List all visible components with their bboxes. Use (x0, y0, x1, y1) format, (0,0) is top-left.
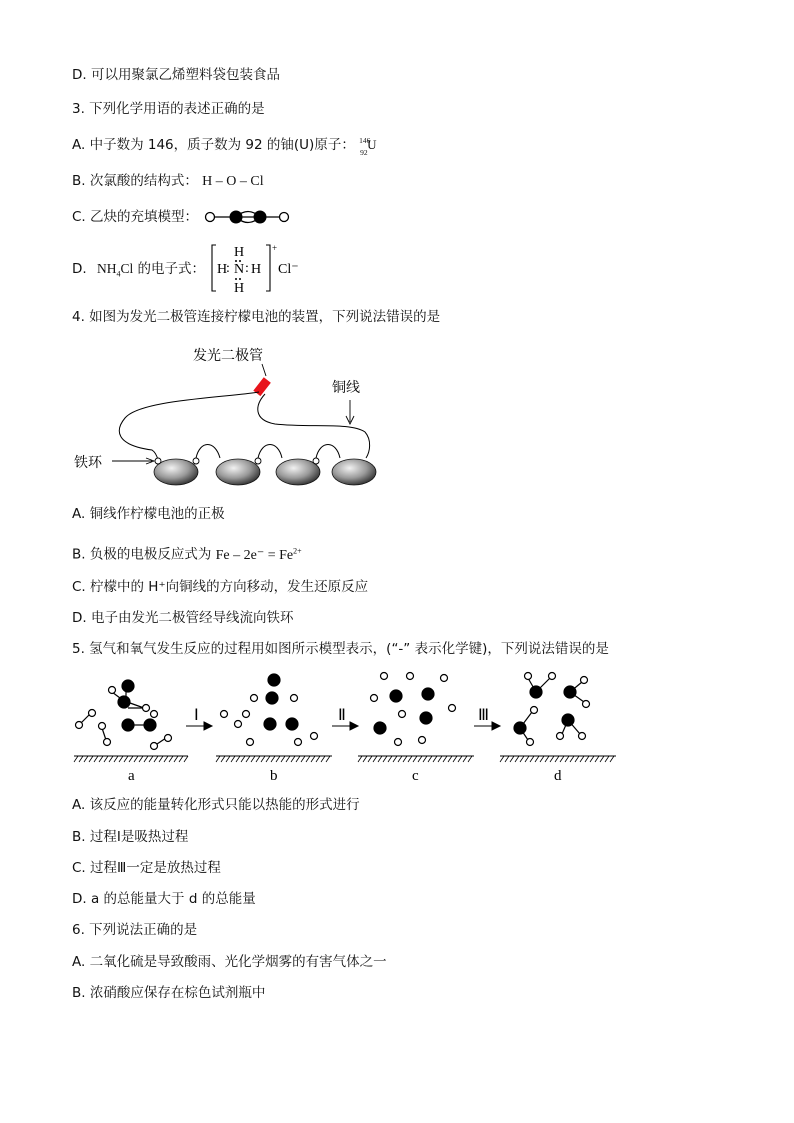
hydrogen-atom (395, 739, 402, 746)
hatch-line (159, 756, 163, 762)
q4-option-d: D. 电子由发光二极管经导线流向铁环 (72, 610, 294, 626)
q4-option-b-text: B. 负极的电极反应式为 (72, 546, 212, 563)
hatch-line (281, 756, 285, 762)
oxygen-atom (268, 674, 280, 686)
chloride-ion: Cl⁻ (278, 262, 299, 277)
q6-stem: 6. 下列说法正确的是 (72, 922, 198, 938)
q3-option-d-prefix: D. (72, 261, 87, 277)
hatch-line (301, 756, 305, 762)
copper-wire (258, 394, 370, 458)
hatch-line (164, 756, 168, 762)
hatch-line (585, 756, 589, 762)
bracket-right (266, 245, 270, 291)
copper-wire-label: 铜线 (332, 380, 360, 396)
hatch-line (368, 756, 372, 762)
h-top: H (234, 245, 245, 260)
reaction-model-figure (70, 668, 620, 788)
hatch-line (428, 756, 432, 762)
hydrogen-atom-left (206, 213, 215, 222)
oxygen-atom (264, 718, 276, 730)
hatch-line (358, 756, 362, 762)
hydrogen-atom (295, 739, 302, 746)
hydrogen-atom (104, 739, 111, 746)
hatch-line (149, 756, 153, 762)
hatch-line (373, 756, 377, 762)
hatch-line (256, 756, 260, 762)
iron-ring-label: 铁环 (74, 455, 102, 471)
hatch-line (79, 756, 83, 762)
hclo-structural-formula: H – O – Cl (202, 174, 264, 189)
led-pointer (262, 364, 266, 376)
hatch-line (216, 756, 220, 762)
q2-option-d: D. 可以用聚氯乙烯塑料袋包装食品 (72, 67, 280, 83)
electron-dot (235, 260, 237, 262)
atomic-number: 92 (360, 148, 368, 157)
hydrogen-atom (579, 733, 586, 740)
hatch-line (443, 756, 447, 762)
hydrogen-atom (291, 695, 298, 702)
q5-option-b: B. 过程Ⅰ是吸热过程 (72, 829, 189, 845)
hatch-line (378, 756, 382, 762)
arrowhead (204, 722, 212, 730)
hydrogen-atom (243, 711, 250, 718)
hatch-line (468, 756, 472, 762)
hydrogen-atom (527, 739, 534, 746)
q3-option-d-text: 的电子式： (137, 261, 206, 277)
hatch-line (231, 756, 235, 762)
electron-pair-right: : (245, 261, 249, 276)
hatch-line (505, 756, 509, 762)
hatch-line (575, 756, 579, 762)
n-atom: N (234, 262, 245, 277)
bracket-left (212, 245, 216, 291)
hatch-line (94, 756, 98, 762)
hydrogen-atom (221, 711, 228, 718)
hatch-line (266, 756, 270, 762)
q3-option-d (72, 260, 205, 284)
anode-equation (216, 548, 302, 563)
bond (130, 703, 144, 708)
q3-option-c (72, 208, 198, 226)
hydrogen-atom (581, 677, 588, 684)
iron-ring (155, 458, 161, 464)
hydrogen-atom (407, 673, 414, 680)
hydrogen-atom (399, 711, 406, 718)
hydrogen-atom (311, 733, 318, 740)
hatch-line (500, 756, 504, 762)
hatch-line (398, 756, 402, 762)
hatch-line (530, 756, 534, 762)
hatch-line (438, 756, 442, 762)
hatch-line (144, 756, 148, 762)
arrowhead (350, 722, 358, 730)
hydrogen-atom-right (280, 213, 289, 222)
electron-dot (235, 278, 237, 280)
q5-option-a: A. 该反应的能量转化形式只能以热能的形式进行 (72, 797, 360, 813)
led-label: 发光二极管 (193, 348, 263, 364)
oxygen-atom (390, 690, 402, 702)
hatch-line (560, 756, 564, 762)
hatch-line (448, 756, 452, 762)
oxygen-atom (122, 680, 134, 692)
hatch-line (184, 756, 188, 762)
hatch-line (271, 756, 275, 762)
hatch-line (388, 756, 392, 762)
hatch-line (296, 756, 300, 762)
hatch-line (169, 756, 173, 762)
q6-option-b: B. 浓硝酸应保存在棕色试剂瓶中 (72, 985, 266, 1001)
hatch-line (236, 756, 240, 762)
oxygen-atom (266, 692, 278, 704)
hatch-line (221, 756, 225, 762)
cl-text: Cl (120, 261, 134, 276)
hatch-line (423, 756, 427, 762)
hatch-line (383, 756, 387, 762)
q3-option-a-text: A. 中子数为 146，质子数为 92 的铀(U)原子： (72, 137, 355, 153)
charge-plus: + (272, 243, 278, 253)
oxygen-atom (422, 688, 434, 700)
hatch-line (134, 756, 138, 762)
q5-option-d: D. a 的总能量大于 d 的总能量 (72, 891, 256, 907)
hydrogen-atom (247, 739, 254, 746)
hatch-line (403, 756, 407, 762)
carbon-atom-right (254, 211, 267, 224)
hatch-line (276, 756, 280, 762)
element-symbol: U (367, 137, 377, 152)
hydrogen-atom (165, 735, 172, 742)
subscript-4: 4 (116, 269, 121, 279)
h-bottom: H (234, 281, 245, 296)
hatch-line (545, 756, 549, 762)
equation-text: Fe – 2e⁻ = Fe (215, 547, 294, 563)
mass-number: 146 (359, 136, 371, 145)
q3-option-b-text: B. 次氯酸的结构式： (72, 173, 198, 189)
hatch-line (89, 756, 93, 762)
hatch-line (525, 756, 529, 762)
hydrogen-atom (251, 695, 258, 702)
oxygen-atom (144, 719, 156, 731)
hatch-line (418, 756, 422, 762)
step-label: Ⅲ (478, 707, 490, 724)
q5-option-c: C. 过程Ⅲ一定是放热过程 (72, 860, 221, 876)
electron-formula-figure (208, 240, 308, 296)
ground-hatching (74, 756, 614, 762)
hatch-line (311, 756, 315, 762)
iron-ring (255, 458, 261, 464)
hatch-line (74, 756, 78, 762)
hatch-line (321, 756, 325, 762)
uranium-isotope-symbol (359, 136, 381, 157)
link-wire (258, 445, 282, 459)
oxygen-atom (562, 714, 574, 726)
q4-option-b (72, 542, 302, 565)
hatch-line (286, 756, 290, 762)
lemon (332, 459, 376, 485)
hatch-line (154, 756, 158, 762)
hydrogen-atom (151, 711, 158, 718)
hatch-line (570, 756, 574, 762)
link-wire (196, 445, 220, 459)
hatch-line (109, 756, 113, 762)
q6-option-a: A. 二氧化硫是导致酸雨、光化学烟雾的有害气体之一 (72, 954, 387, 970)
arrowhead (492, 722, 500, 730)
stage-label: c (412, 768, 419, 784)
stage-label: a (128, 768, 135, 784)
oxygen-atom (122, 719, 134, 731)
hatch-line (129, 756, 133, 762)
acetylene-model-figure (200, 207, 292, 227)
hydrogen-atom (419, 737, 426, 744)
carbon-atom-left (230, 211, 243, 224)
hatch-line (251, 756, 255, 762)
charge-superscript: 2+ (293, 546, 302, 555)
hydrogen-atom (583, 701, 590, 708)
hydrogen-atom (531, 707, 538, 714)
q4-stem: 4. 如图为发光二极管连接柠檬电池的装置，下列说法错误的是 (72, 309, 441, 325)
h-right: H (251, 262, 262, 277)
hydrogen-atom (143, 705, 150, 712)
hatch-line (580, 756, 584, 762)
hydrogen-atom (235, 721, 242, 728)
hatch-line (605, 756, 609, 762)
hatch-line (104, 756, 108, 762)
h-left: H (217, 262, 228, 277)
nh-text: NH (96, 261, 117, 276)
q4-option-c: C. 柠檬中的 H⁺向铜线的方向移动，发生还原反应 (72, 579, 369, 595)
hydrogen-atom (151, 743, 158, 750)
hatch-line (565, 756, 569, 762)
q3-option-c-text: C. 乙炔的充填模型： (72, 209, 199, 225)
hatch-line (555, 756, 559, 762)
oxygen-atom (286, 718, 298, 730)
hatch-line (595, 756, 599, 762)
hydrogen-atom (109, 687, 116, 694)
q3-option-b (72, 172, 264, 191)
hatch-line (124, 756, 128, 762)
hatch-line (520, 756, 524, 762)
hatch-line (515, 756, 519, 762)
hatch-line (179, 756, 183, 762)
hatch-line (84, 756, 88, 762)
hatch-line (119, 756, 123, 762)
electron-dot (239, 278, 241, 280)
q5-stem: 5. 氢气和氧气发生反应的过程用如图所示模型表示，(“-” 表示化学键)，下列说法错误的是 (72, 641, 609, 657)
step-label: Ⅱ (338, 707, 346, 724)
iron-ring (193, 458, 199, 464)
hatch-line (535, 756, 539, 762)
hatch-line (246, 756, 250, 762)
hydrogen-atom (99, 723, 106, 730)
hatch-line (291, 756, 295, 762)
electron-dot (239, 260, 241, 262)
hatch-line (316, 756, 320, 762)
hatch-line (363, 756, 367, 762)
left-wire (119, 392, 259, 460)
hatch-line (393, 756, 397, 762)
iron-ring (313, 458, 319, 464)
lemon-battery-figure (70, 340, 390, 490)
oxygen-atom (514, 722, 526, 734)
hatch-line (453, 756, 457, 762)
ammonium-chloride-formula (96, 261, 134, 279)
hatch-line (413, 756, 417, 762)
hydrogen-atom (549, 673, 556, 680)
hydrogen-atom (557, 733, 564, 740)
oxygen-atom (564, 686, 576, 698)
hydrogen-atom (381, 673, 388, 680)
step-label: Ⅰ (194, 707, 199, 724)
oxygen-atom (118, 696, 130, 708)
hatch-line (139, 756, 143, 762)
hatch-line (114, 756, 118, 762)
hatch-line (610, 756, 614, 762)
stage-label: b (270, 768, 278, 784)
oxygen-atom (374, 722, 386, 734)
hatch-line (540, 756, 544, 762)
oxygen-atom (530, 686, 542, 698)
link-wire (316, 445, 340, 459)
hatch-line (306, 756, 310, 762)
hatch-line (458, 756, 462, 762)
hatch-line (433, 756, 437, 762)
stage-label: d (554, 768, 562, 784)
hydrogen-atom (449, 705, 456, 712)
electron-pair-left: : (226, 261, 230, 276)
hydrogen-atom (89, 710, 96, 717)
led-body (253, 377, 271, 396)
hydrogen-atom (76, 722, 83, 729)
hatch-line (226, 756, 230, 762)
hatch-line (590, 756, 594, 762)
hatch-line (463, 756, 467, 762)
hatch-line (550, 756, 554, 762)
hatch-line (174, 756, 178, 762)
hydrogen-atom (525, 673, 532, 680)
hatch-line (326, 756, 330, 762)
hatch-line (600, 756, 604, 762)
hatch-line (261, 756, 265, 762)
hatch-line (241, 756, 245, 762)
q3-option-a (72, 136, 381, 157)
lemon (216, 459, 260, 485)
q3-stem: 3. 下列化学用语的表述正确的是 (72, 101, 265, 117)
hydrogen-atom (441, 675, 448, 682)
hatch-line (408, 756, 412, 762)
hydrogen-atom (371, 695, 378, 702)
oxygen-atom (420, 712, 432, 724)
q4-option-a: A. 铜线作柠檬电池的正极 (72, 506, 225, 522)
hatch-line (510, 756, 514, 762)
hatch-line (99, 756, 103, 762)
